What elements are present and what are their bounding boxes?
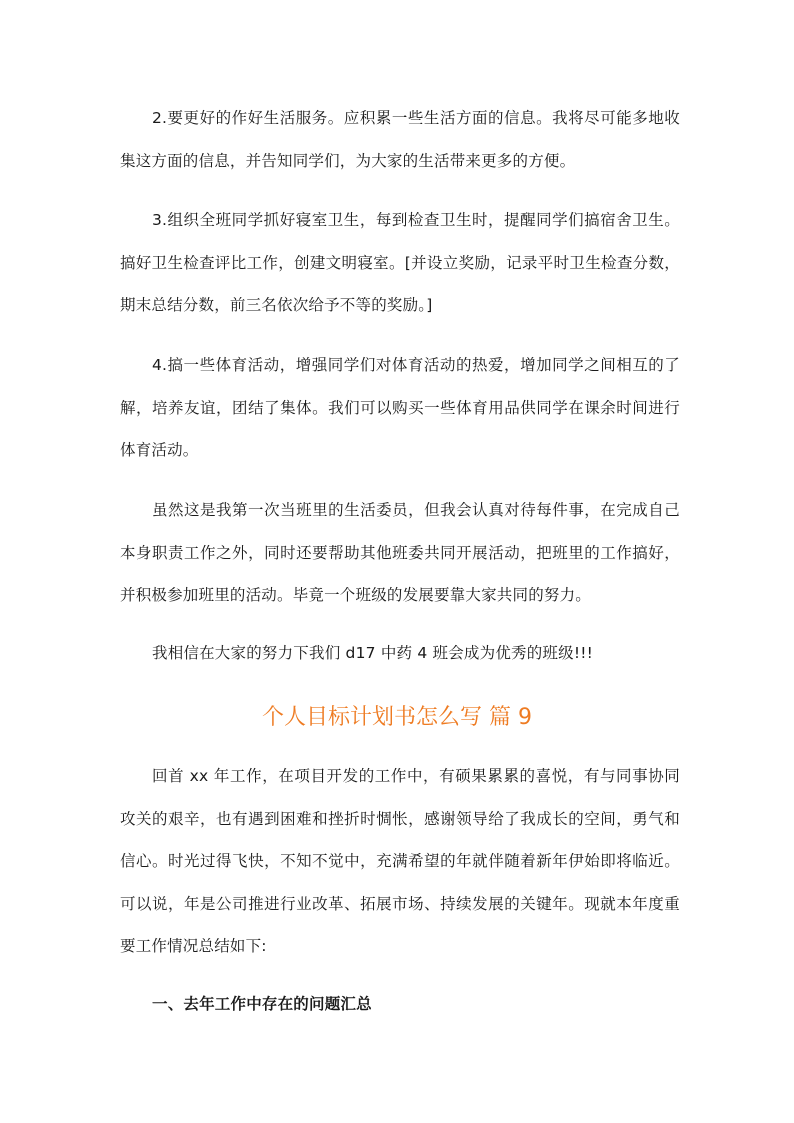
paragraph-closing: 我相信在大家的努力下我们 d17 中药 4 班会成为优秀的班级!!! [152,644,594,662]
subheading-problems: 一、去年工作中存在的问题汇总 [152,995,372,1013]
paragraph-dorm-hygiene: 3.组织全班同学抓好寝室卫生，每到检查卫生时，提醒同学们搞宿舍卫生。搞好卫生检查评比工作，创建文明寝室。[并设立奖励，记录平时卫生检查分数，期末总结分数，前三名依次给予不等的奖励。] [120,211,680,314]
section-heading: 个人目标计划书怎么写 篇 9 [262,705,532,730]
paragraph-commitment: 虽然这是我第一次当班里的生活委员，但我会认真对待每件事，在完成自己本身职责工作之外，同时还要帮助其他班委共同开展活动，把班里的工作搞好，并积极参加班里的活动。毕竟一个班级的发展要靠大家共同的努力。 [120,501,680,604]
paragraph-review: 回首 xx 年工作，在项目开发的工作中，有硕果累累的喜悦，有与同事协同攻关的艰辛，也有遇到困难和挫折时惆怅，感谢领导给了我成长的空间，勇气和信心。时光过得飞快，不知不觉中，充满希望的年就伴随着新年伊始即将临近。可以说，年是公司推进行业改革、拓展市场、持续发展的关键年。现就本年度重要工作情况总结如下: [120,767,680,955]
paragraph-sports: 4.搞一些体育活动，增强同学们对体育活动的热爱，增加同学之间相互的了解，培养友谊，团结了集体。我们可以购买一些体育用品供同学在课余时间进行体育活动。 [120,356,680,459]
paragraph-service: 2.要更好的作好生活服务。应积累一些生活方面的信息。我将尽可能多地收集这方面的信息，并告知同学们，为大家的生活带来更多的方便。 [120,109,680,170]
